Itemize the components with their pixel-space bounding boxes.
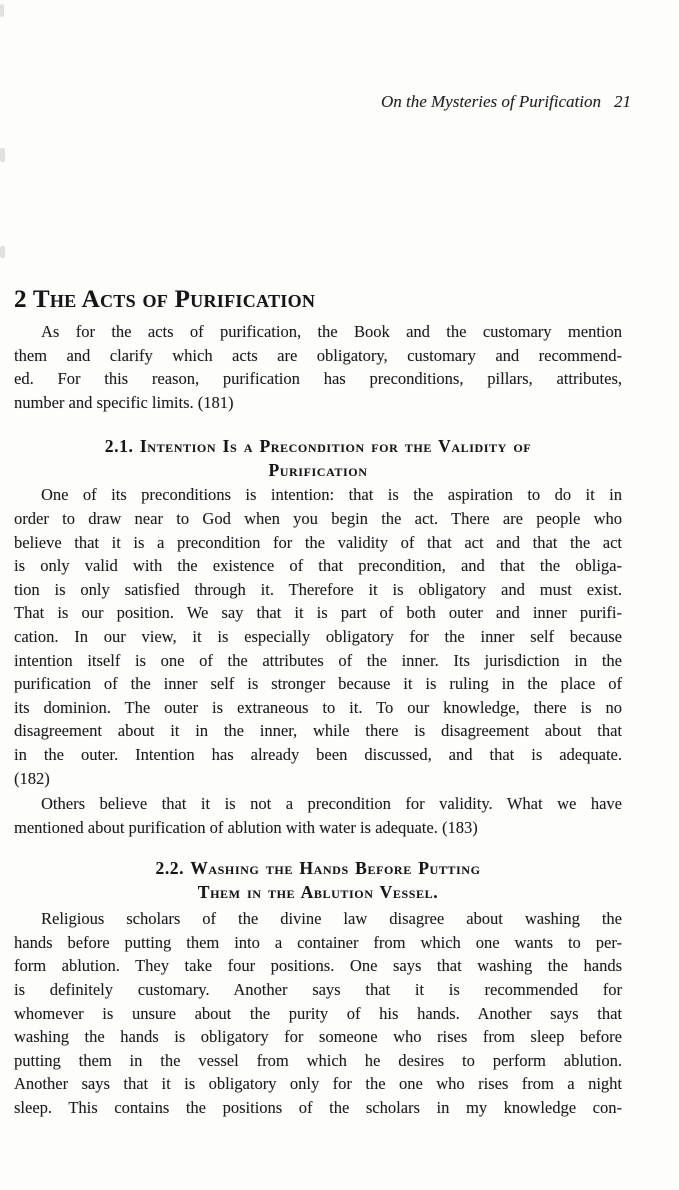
paragraph-2-1-a <box>14 483 622 790</box>
paragraph-2-2-a <box>14 907 622 1119</box>
section-2-1-heading <box>14 435 622 482</box>
text-line: purification of the inner self is stronger because it is ruling in the place of <box>14 674 622 694</box>
text-line: is definitely customary. Another says that it is recommended for <box>14 980 622 1000</box>
text-line: (182) <box>14 768 50 788</box>
text-line: form ablution. They take four positions. One says that washing the hands <box>14 956 622 976</box>
text-line: in the outer. Intention has already been discussed, and that is adequate. <box>14 744 622 764</box>
text-line: sleep. This contains the positions of the scholars in my knowledge con- <box>14 1098 622 1118</box>
text-line: tion is only satisfied through it. Therefore it is obligatory and must exist. <box>14 579 622 599</box>
heading-line: 2.1. Intention Is a Precondition for the Validity of <box>104 436 532 457</box>
scan-smudge-mark <box>0 246 5 258</box>
text-line: them and clarify which acts are obligatory, customary and recommend- <box>14 345 622 365</box>
text-line: number and specific limits. (181) <box>14 392 234 412</box>
text-line: One of its preconditions is intention: that is the aspiration to do it in <box>41 485 622 505</box>
text-line: whomever is unsure about the purity of his hands. Another says that <box>14 1003 622 1023</box>
text-line: That is our position. We say that it is part of both outer and inner purifi- <box>14 603 622 623</box>
text-line: disagreement about it in the inner, while there is disagreement about that <box>14 721 622 741</box>
text-line: order to draw near to God when you begin the act. There are people who <box>14 508 622 528</box>
page-number: 21 <box>614 92 631 111</box>
text-line: intention itself is one of the attributes of the inner. Its jurisdiction in the <box>14 650 622 670</box>
text-line: As for the acts of purification, the Book and the customary mention <box>41 322 622 341</box>
text-line: Religious scholars of the divine law disagree about washing the <box>41 909 622 929</box>
text-line: its dominion. The outer is extraneous to it. To our knowledge, there is no <box>14 697 622 717</box>
text-line: believe that it is a precondition for the validity of that act and that the act <box>14 532 622 552</box>
text-line: is only valid with the existence of that precondition, and that the obliga- <box>14 556 622 576</box>
running-header <box>14 92 631 112</box>
paragraph-2-1-b <box>14 792 622 839</box>
scan-smudge-mark <box>0 148 5 162</box>
scan-smudge-mark <box>0 4 4 17</box>
chapter-heading: 2 The Acts of Purification <box>14 286 316 313</box>
text-line: washing the hands is obligatory for someone who rises from sleep before <box>14 1027 622 1047</box>
text-line: hands before putting them into a container from which one wants to per- <box>14 932 622 952</box>
heading-line: Them in the Ablution Vessel. <box>197 881 439 902</box>
running-header-title: On the Mysteries of Purification <box>380 92 601 111</box>
text-line: Another says that it is obligatory only for the one who rises from a night <box>14 1074 622 1094</box>
heading-line: Purification <box>268 459 368 480</box>
text-line: ed. For this reason, purification has preconditions, pillars, attributes, <box>14 369 622 389</box>
paragraph-intro <box>14 320 622 414</box>
text-line: putting them in the vessel from which he desires to perform ablution. <box>14 1050 622 1070</box>
section-2-2-heading <box>14 857 622 904</box>
text-line: Others believe that it is not a precondition for validity. What we have <box>41 794 622 814</box>
text-column <box>14 0 631 1120</box>
text-line: mentioned about purification of ablution with water is adequate. (183) <box>14 817 478 837</box>
heading-line: 2.2. Washing the Hands Before Putting <box>155 858 481 879</box>
text-line: cation. In our view, it is especially obligatory for the inner self because <box>14 626 622 646</box>
